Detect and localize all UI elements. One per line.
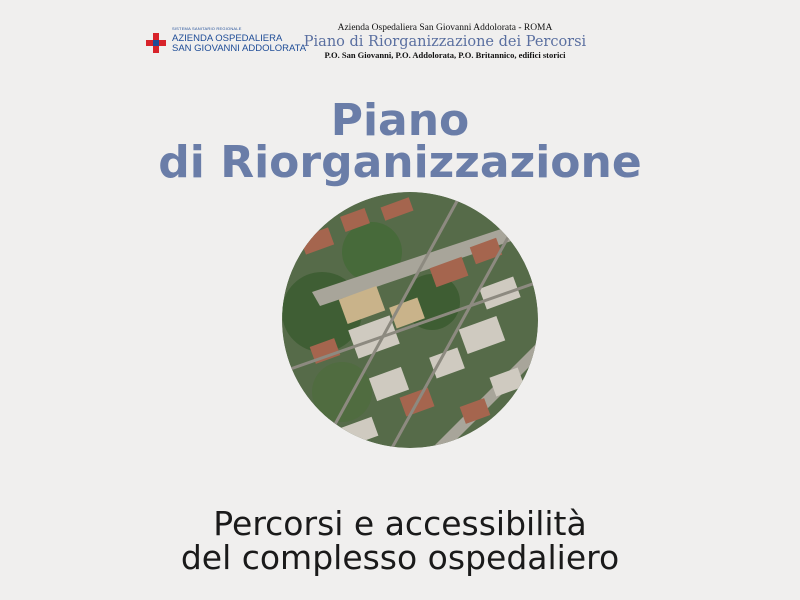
red-cross-icon (146, 33, 166, 53)
organization-name: Azienda Ospedaliera San Giovanni Addolorata - ROMA (337, 23, 553, 33)
hospital-logo (146, 26, 306, 58)
aerial-photo (282, 192, 538, 448)
sites-list: P.O. San Giovanni, P.O. Addolorata, P.O. Britannico, edifici storici (324, 50, 566, 60)
header-info (300, 23, 590, 60)
aerial-photo-illustration (282, 192, 538, 448)
logo-name-line2: SAN GIOVANNI ADDOLORATA (172, 43, 307, 54)
main-title-line1: Piano (330, 95, 470, 146)
logo-name-line1: AZIENDA OSPEDALIERA (172, 33, 283, 44)
subtitle-line1: Percorsi e accessibilità (213, 504, 587, 543)
main-title-line2: di Riorganizzazione (158, 137, 642, 188)
subtitle-line2: del complesso ospedaliero (180, 538, 620, 577)
logo-region-label: SISTEMA SANITARIO REGIONALE (172, 26, 242, 31)
document-title: Piano di Riorganizzazione dei Percorsi (303, 34, 587, 50)
